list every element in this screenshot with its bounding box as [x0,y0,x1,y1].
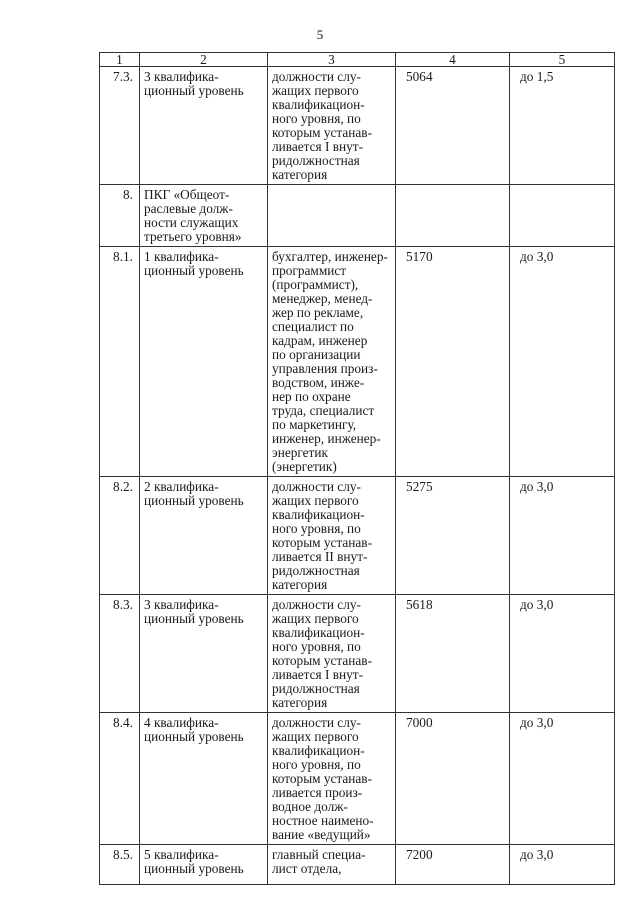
header-col-2: 2 [140,53,268,67]
qualification-group: ПКГ «Общеот- раслевые долж- ности служащих третьего уровня» [140,185,268,247]
table-row [100,67,615,185]
table-row [100,185,615,247]
coefficient-value [510,185,615,247]
row-number: 8.3. [100,595,140,713]
positions-list: должности слу- жащих первого квалификацион- ного уровня, по которым устанав- ливается II внут- ридолжностная категория [268,477,396,595]
page-number: 5 [316,27,324,42]
row-number: 8.5. [100,845,140,885]
qualification-group: 5 квалифика- ционный уровень [140,845,268,885]
header-col-5: 5 [510,53,615,67]
qualification-group: 1 квалифика- ционный уровень [140,247,268,477]
qualification-group: 3 квалифика- ционный уровень [140,67,268,185]
coefficient-value: до 3,0 [510,247,615,477]
positions-list [268,185,396,247]
salary-value: 7000 [396,713,510,845]
table-row [100,595,615,713]
positions-list: должности слу- жащих первого квалификацион- ного уровня, по которым устанав- ливается I внут- ридолжностная категория [268,595,396,713]
positions-list: должности слу- жащих первого квалификацион- ного уровня, по которым устанав- ливается I внут- ридолжностная категория [268,67,396,185]
qualification-group: 4 квалифика- ционный уровень [140,713,268,845]
table-row [100,247,615,477]
table-row [100,713,615,845]
table-row [100,845,615,885]
salary-value [396,185,510,247]
header-col-3: 3 [268,53,396,67]
salary-table [99,52,615,885]
coefficient-value: до 1,5 [510,67,615,185]
table-row [100,477,615,595]
salary-value: 5618 [396,595,510,713]
row-number: 8.1. [100,247,140,477]
positions-list: бухгалтер, инженер- программист (программист), менеджер, менед- жер по рекламе, специалист по кадрам, инженер по организации управления произ- водством, инже- нер по охране труда, специалист по маркетингу, инженер, инженер- энергетик (энергетик) [268,247,396,477]
salary-value: 5275 [396,477,510,595]
row-number: 8. [100,185,140,247]
row-number: 7.3. [100,67,140,185]
coefficient-value: до 3,0 [510,595,615,713]
header-col-1: 1 [100,53,140,67]
qualification-group: 2 квалифика- ционный уровень [140,477,268,595]
coefficient-value: до 3,0 [510,713,615,845]
header-col-4: 4 [396,53,510,67]
header-row [100,53,615,67]
coefficient-value: до 3,0 [510,477,615,595]
row-number: 8.4. [100,713,140,845]
row-number: 8.2. [100,477,140,595]
salary-value: 5170 [396,247,510,477]
salary-value: 7200 [396,845,510,885]
salary-value: 5064 [396,67,510,185]
qualification-group: 3 квалифика- ционный уровень [140,595,268,713]
positions-list: должности слу- жащих первого квалификацион- ного уровня, по которым устанав- ливается произ- водное долж- ностное наимено- вание «ведущий» [268,713,396,845]
positions-list: главный специа- лист отдела, [268,845,396,885]
coefficient-value: до 3,0 [510,845,615,885]
